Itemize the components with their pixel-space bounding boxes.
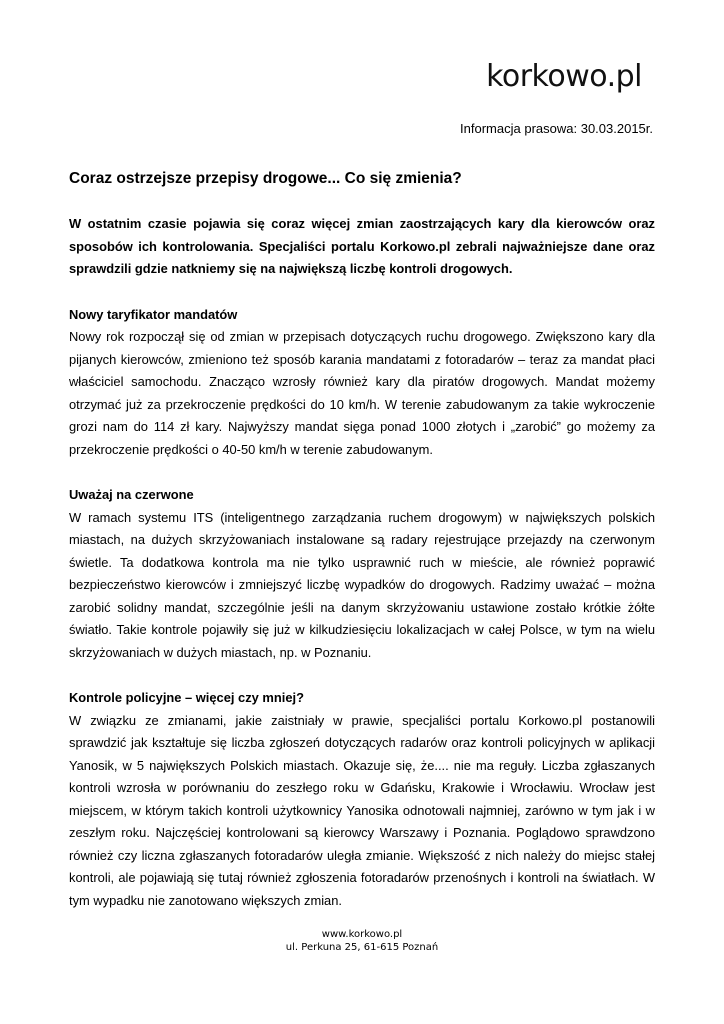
page-footer	[0, 928, 724, 954]
article-title: Coraz ostrzejsze przepisy drogowe... Co się zmienia?	[69, 170, 462, 187]
footer-address: ul. Perkuna 25, 61-615 Poznań	[285, 942, 439, 953]
company-logo: korkowo.pl	[486, 59, 642, 94]
section-police-controls	[69, 687, 655, 912]
section-body: Nowy rok rozpoczął się od zmian w przepisach dotyczących ruchu drogowego. Zwiększono kary dla pijanych kierowców, zmieniono też sposób karania mandatami z fotoradarów – teraz za mandat płaci właściciel samochodu. Znacząco wzrosły również kary dla piratów drogowych. Mandat możemy otrzymać już za przekroczenie prędkości do 10 km/h. W terenie zabudowanym za takie wykroczenie grozi nam do 114 zł kary. Najwyższy mandat sięga ponad 1000 złotych i „zarobić” go możemy za przekroczenie prędkości o 40-50 km/h w terenie zabudowanym.	[69, 329, 655, 457]
section-heading: Uważaj na czerwone	[69, 487, 194, 502]
section-heading: Nowy taryfikator mandatów	[69, 306, 238, 322]
section-body: W ramach systemu ITS (inteligentnego zarządzania ruchem drogowym) w największych polskich miastach, na dużych skrzyżowaniach instalowane są radary rejestrujące przejazdy na czerwonym świetle. Ta dodatkowa kontrola ma nie tylko usprawnić ruch w mieście, ale również poprawić bezpieczeństwo kierowców i zmniejszyć liczbę wypadków do drogowych. Radzimy uważać – można zarobić solidny mandat, szczególnie jeśli na danym skrzyżowaniu ustawione zostało krótkie żółte światło. Takie kontrole pojawiły się już w kilkudziesięciu lokalizacjach w całej Polsce, w tym na wielu skrzyżowaniach w dużych miastach, np. w Poznaniu.	[69, 509, 655, 660]
section-new-fines	[69, 304, 655, 462]
section-red-light	[69, 484, 655, 664]
section-heading: Kontrole policyjne – więcej czy mniej?	[69, 690, 304, 705]
section-body: W związku ze zmianami, jakie zaistniały w prawie, specjaliści portalu Korkowo.pl postanowili sprawdzić jak kształtuje się liczba zgłoszeń dotyczących radarów oraz kontroli policyjnych w aplikacji Yanosik, w 5 największych Polskich miastach. Okazuje się, że.... nie ma reguły. Liczba zgłaszanych kontroli wzrosła w porównaniu do zeszłego roku w Gdańsku, Krakowie i Wrocławiu. Wrocław jest miejscem, w którym takich kontroli użytkownicy Yanosika odnotowali najmniej, zarówno w tym jak i w zeszłym roku. Najczęściej kontrolowani są kierowcy Warszawy i Poznania. Poglądowo sprawdzono również czy liczna zgłaszanych fotoradarów uległa zmianie. Większość z nich należy do miejsc stałej kontroli, ale pojawiają się tutaj również zgłoszenia fotoradarów przenośnych i kontroli na światłach. W tym wypadku nie zanotowano większych zmian.	[69, 712, 655, 908]
press-release-date: Informacja prasowa: 30.03.2015r.	[460, 121, 653, 136]
article-lead: W ostatnim czasie pojawia się coraz więcej zmian zaostrzających kary dla kierowców oraz sposobów ich kontrolowania. Specjaliści portalu Korkowo.pl zebrali najważniejsze dane oraz sprawdzili gdzie natkniemy się na największą liczbę kontroli drogowych.	[69, 216, 655, 276]
article-content	[69, 213, 655, 912]
footer-website: www.korkowo.pl	[321, 929, 403, 940]
